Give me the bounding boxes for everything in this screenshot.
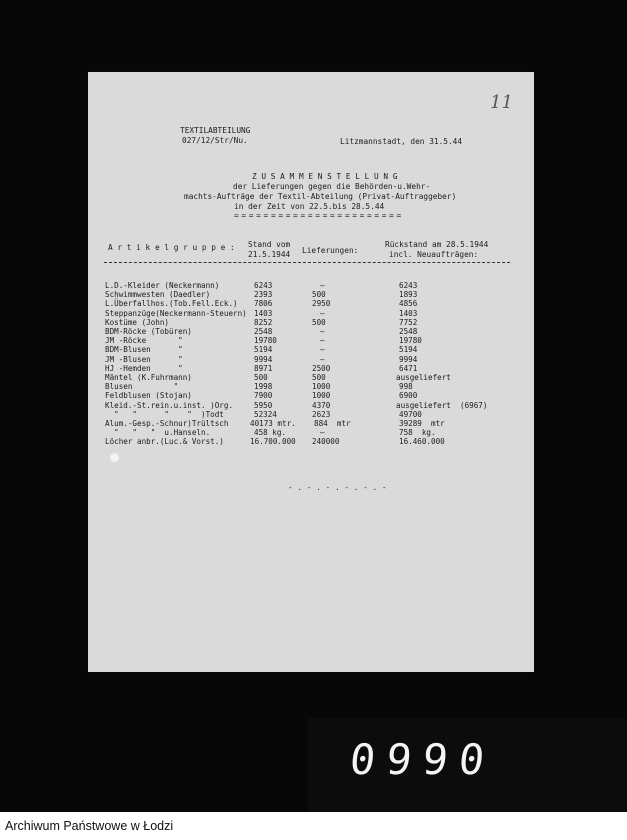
row-article: L.D.-Kleider (Neckermann) [105, 281, 220, 290]
row-delivered: 500 [312, 373, 326, 382]
column-header-backlog-line-1: Rückstand am 28.5.1944 [385, 240, 489, 249]
row-stand: 500 [254, 373, 268, 382]
row-article: HJ -Hemden " [105, 363, 183, 373]
row-backlog: 9994 [399, 354, 418, 364]
row-backlog: 758 kg. [399, 428, 436, 438]
row-article: Löcher anbr.(Luc.& Vorst.) [105, 437, 224, 447]
row-article: Kleid.-St.rein.u.inst. )Org. [105, 400, 234, 410]
row-stand: 1998 [254, 382, 273, 392]
subtitle-line-1: der Lieferungen gegen die Behörden-u.Wehr- [233, 182, 431, 191]
row-delivered: — [320, 428, 325, 438]
document-heading: Z U S A M M E N S T E L L U N G [252, 172, 398, 181]
row-article: " " " u.Hanseln. [105, 428, 211, 438]
row-backlog: 6900 [399, 391, 418, 401]
row-delivered: 2500 [312, 363, 331, 373]
row-stand: 52324 [254, 409, 277, 419]
paper-hole [110, 453, 119, 462]
row-delivered: — [320, 281, 325, 290]
column-header-stand-line-2: 21.5.1944 [248, 250, 291, 259]
column-header-deliveries: Lieferungen: [302, 246, 359, 255]
row-backlog: 39289 mtr [399, 419, 445, 428]
frame-counter: 0990 [347, 735, 498, 784]
row-stand: 6243 [254, 281, 273, 290]
row-backlog: 5194 [399, 345, 418, 355]
row-article: " " " " )Todt [105, 409, 224, 419]
row-stand: 5950 [254, 400, 273, 410]
row-delivered: 500 [312, 317, 326, 327]
row-article: Alum.-Gesp.-Schnur)Trültsch [105, 419, 229, 428]
row-backlog: 49700 [399, 409, 422, 419]
row-article: JM -Röcke " [105, 336, 183, 346]
row-stand: 19780 [254, 336, 277, 346]
department-label: TEXTILABTEILUNG [180, 126, 251, 135]
row-backlog: 1893 [399, 290, 418, 300]
row-article: Blusen " [105, 382, 179, 392]
row-article: L.Überfallhos.(Tob.Fell.Eck.) [105, 299, 238, 309]
row-article: Schwimmwesten (Daedler) [105, 290, 211, 300]
row-delivered: — [320, 308, 325, 318]
row-article: BDM-Blusen " [105, 345, 183, 355]
archive-label: Archiwum Państwowe w Łodzi [5, 819, 174, 833]
subtitle-line-3: in der Zeit von 22.5.bis 28.5.44 [234, 202, 385, 211]
row-delivered: — [320, 354, 325, 364]
row-backlog: 2548 [399, 327, 418, 336]
row-stand: 16.700.000 [250, 437, 296, 447]
row-delivered: 2623 [312, 409, 331, 419]
row-backlog: 6471 [399, 363, 418, 373]
row-backlog: 4856 [399, 299, 418, 309]
row-stand: 1403 [254, 308, 273, 318]
row-backlog: 7752 [399, 317, 418, 327]
row-delivered: 4370 [312, 400, 331, 410]
column-header-stand-line-1: Stand vom [248, 240, 291, 249]
row-delivered: 884 mtr [314, 419, 351, 428]
row-article: Feldblusen (Stojan) [105, 391, 192, 401]
row-article: Mäntel (K.Fuhrmann) [105, 373, 192, 382]
row-stand: 2393 [254, 290, 273, 300]
heading-underline: = = = = = = = = = = = = = = = = = = = = = = = [234, 211, 401, 220]
row-backlog: ausgeliefert (6967) [396, 400, 488, 410]
reference-number: 027/12/Str/Nu. [182, 136, 248, 145]
row-stand: 5194 [254, 345, 273, 355]
row-delivered: 500 [312, 290, 326, 300]
row-article: Steppanzüge(Neckermann-Steuern) [105, 308, 247, 318]
row-stand: 8252 [254, 317, 273, 327]
row-stand: 7900 [254, 391, 273, 401]
row-article: BDM-Röcke (Tobüren) [105, 327, 192, 336]
row-stand: 9994 [254, 354, 273, 364]
row-stand: 7806 [254, 299, 273, 309]
row-backlog: 19780 [399, 336, 422, 346]
row-article: Kostüme (John) [105, 317, 170, 327]
row-stand: 458 kg. [254, 428, 287, 438]
row-backlog: 998 [399, 382, 413, 392]
row-delivered: 1000 [312, 391, 331, 401]
row-backlog: 16.460.000 [399, 437, 445, 447]
row-delivered: 2950 [312, 299, 331, 309]
row-stand: 40173 mtr. [250, 419, 296, 428]
folio-number: 11 [490, 92, 513, 113]
footer-bar [0, 812, 627, 840]
subtitle-line-2: machts-Aufträge der Textil-Abteilung (Privat-Auftraggeber) [184, 192, 457, 201]
place-date: Litzmannstadt, den 31.5.44 [340, 137, 463, 146]
row-delivered: 240000 [312, 437, 340, 447]
row-article: JM -Blusen " [105, 354, 183, 364]
column-header-article: A r t i k e l g r u p p e : [108, 243, 235, 252]
row-stand: 2548 [254, 327, 273, 336]
row-delivered: 1000 [312, 382, 331, 392]
row-delivered: — [320, 327, 325, 336]
row-delivered: — [320, 345, 325, 355]
row-backlog: 1403 [399, 308, 418, 318]
row-stand: 8971 [254, 363, 273, 373]
column-header-backlog-line-2: incl. Neuaufträgen: [389, 250, 479, 259]
header-rule [104, 262, 510, 263]
end-mark: - . - . - . - . - . - [288, 483, 387, 492]
row-delivered: — [320, 336, 325, 346]
row-backlog: ausgeliefert [396, 373, 451, 382]
row-backlog: 6243 [399, 281, 418, 290]
